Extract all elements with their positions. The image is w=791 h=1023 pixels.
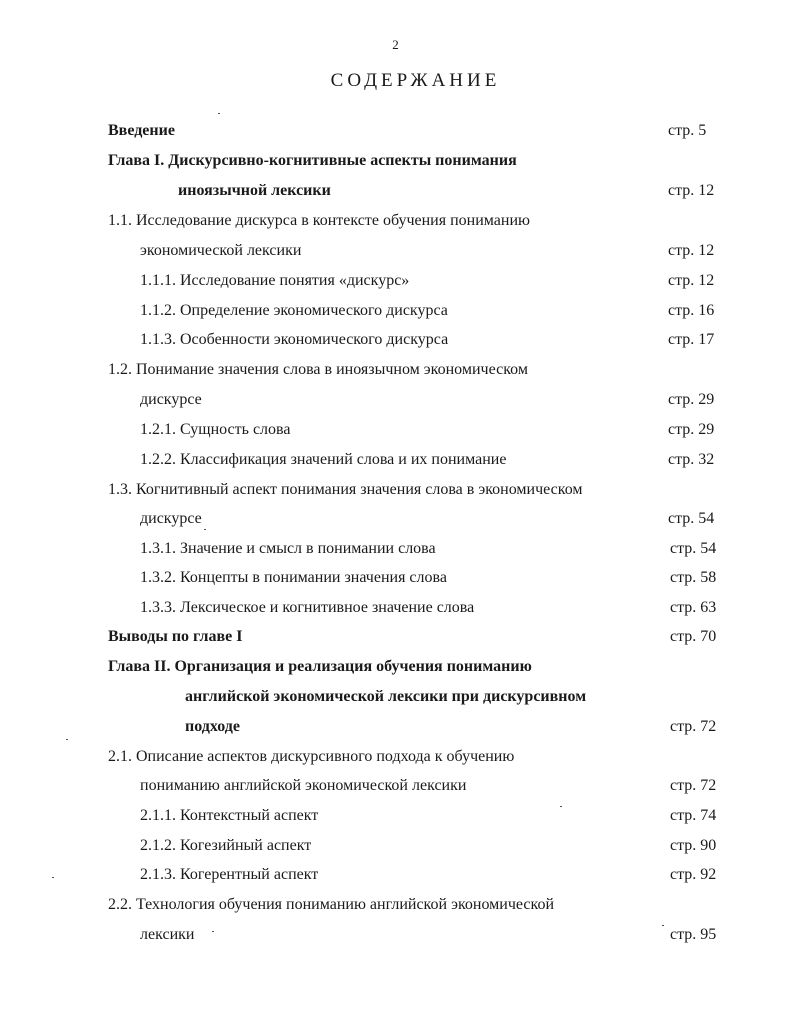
toc-entry-1-3-1: 1.3.1. Значение и смысл в понимании слова: [140, 540, 436, 557]
scan-speck: [212, 931, 214, 932]
toc-entry-1-2-cont: дискурсе: [140, 391, 202, 408]
scan-speck: [218, 113, 220, 114]
toc-page-1-1-1: стр. 12: [668, 272, 715, 289]
toc-entry-1-3: 1.3. Когнитивный аспект понимания значения слова в экономическом: [108, 481, 583, 498]
toc-page-conclusions-1: стр. 70: [670, 628, 717, 645]
toc-entry-2-1: 2.1. Описание аспектов дискурсивного подхода к обучению: [108, 748, 515, 765]
toc-entry-2-1-1: 2.1.1. Контекстный аспект: [140, 807, 319, 824]
toc-page-chapter-2: стр. 72: [670, 718, 717, 735]
toc-entry-1-2: 1.2. Понимание значения слова в иноязычном экономическом: [108, 361, 528, 378]
scan-speck: [560, 806, 562, 807]
toc-entry-chapter-2-cont: английской экономической лексики при дискурсивном: [185, 688, 587, 705]
toc-page-2-1-3: стр. 92: [670, 866, 717, 883]
toc-entry-1-2-1: 1.2.1. Сущность слова: [140, 421, 291, 438]
toc-entry-1-1-2: 1.1.2. Определение экономического дискурса: [140, 302, 448, 319]
toc-entry-chapter-2: Глава II. Организация и реализация обучения пониманию: [108, 658, 532, 675]
scan-speck: [204, 529, 206, 530]
toc-page-1-3: стр. 54: [668, 510, 715, 527]
toc-entry-1-3-cont: дискурсе: [140, 510, 202, 527]
page-title: СОДЕРЖАНИЕ: [330, 70, 501, 91]
toc-page-2-1: стр. 72: [670, 777, 717, 794]
scan-speck: [52, 877, 54, 878]
toc-entry-2-1-2: 2.1.2. Когезийный аспект: [140, 837, 312, 854]
toc-page-1-1-3: стр. 17: [668, 331, 715, 348]
toc-entry-1-2-2: 1.2.2. Классификация значений слова и их понимание: [140, 451, 507, 468]
toc-page-2-1-2: стр. 90: [670, 837, 717, 854]
toc-entry-1-3-2: 1.3.2. Концепты в понимании значения слова: [140, 569, 447, 586]
toc-page-1-3-3: стр. 63: [670, 599, 717, 616]
toc-entry-1-1-3: 1.1.3. Особенности экономического дискурса: [140, 331, 449, 348]
toc-entry-intro: Введение: [108, 122, 175, 139]
toc-page-intro: стр. 5: [668, 122, 707, 139]
toc-entry-2-1-3: 2.1.3. Когерентный аспект: [140, 866, 319, 883]
toc-entry-2-1-cont: пониманию английской экономической лексики: [140, 777, 467, 794]
toc-page-1-1: стр. 12: [668, 242, 715, 259]
toc-page-1-3-2: стр. 58: [670, 569, 717, 586]
toc-entry-1-3-3: 1.3.3. Лексическое и когнитивное значение слова: [140, 599, 475, 616]
toc-page-1-2-1: стр. 29: [668, 421, 715, 438]
toc-page-1-2-2: стр. 32: [668, 451, 715, 468]
toc-entry-chapter-1: Глава I. Дискурсивно-когнитивные аспекты понимания: [108, 152, 517, 169]
toc-page-1-1-2: стр. 16: [668, 302, 715, 319]
toc-page-1-2: стр. 29: [668, 391, 715, 408]
scan-speck: [66, 739, 68, 740]
page-number: 2: [392, 37, 399, 52]
toc-entry-1-1-cont: экономической лексики: [140, 242, 302, 259]
toc-page-2-2: стр. 95: [670, 926, 717, 943]
toc-entry-chapter-1-cont: иноязычной лексики: [178, 182, 331, 199]
toc-entry-2-2: 2.2. Технология обучения пониманию английской экономической: [108, 896, 555, 913]
toc-page-chapter-1: стр. 12: [668, 182, 715, 199]
toc-entry-chapter-2-cont2: подходе: [185, 718, 240, 735]
toc-page-1-3-1: стр. 54: [670, 540, 717, 557]
toc-entry-1-1: 1.1. Исследование дискурса в контексте обучения пониманию: [108, 212, 530, 229]
toc-entry-2-2-cont: лексики: [140, 926, 195, 943]
toc-entry-conclusions-1: Выводы по главе I: [108, 628, 243, 645]
toc-page-2-1-1: стр. 74: [670, 807, 717, 824]
toc-entry-1-1-1: 1.1.1. Исследование понятия «дискурс»: [140, 272, 410, 289]
scan-speck: [662, 925, 664, 926]
